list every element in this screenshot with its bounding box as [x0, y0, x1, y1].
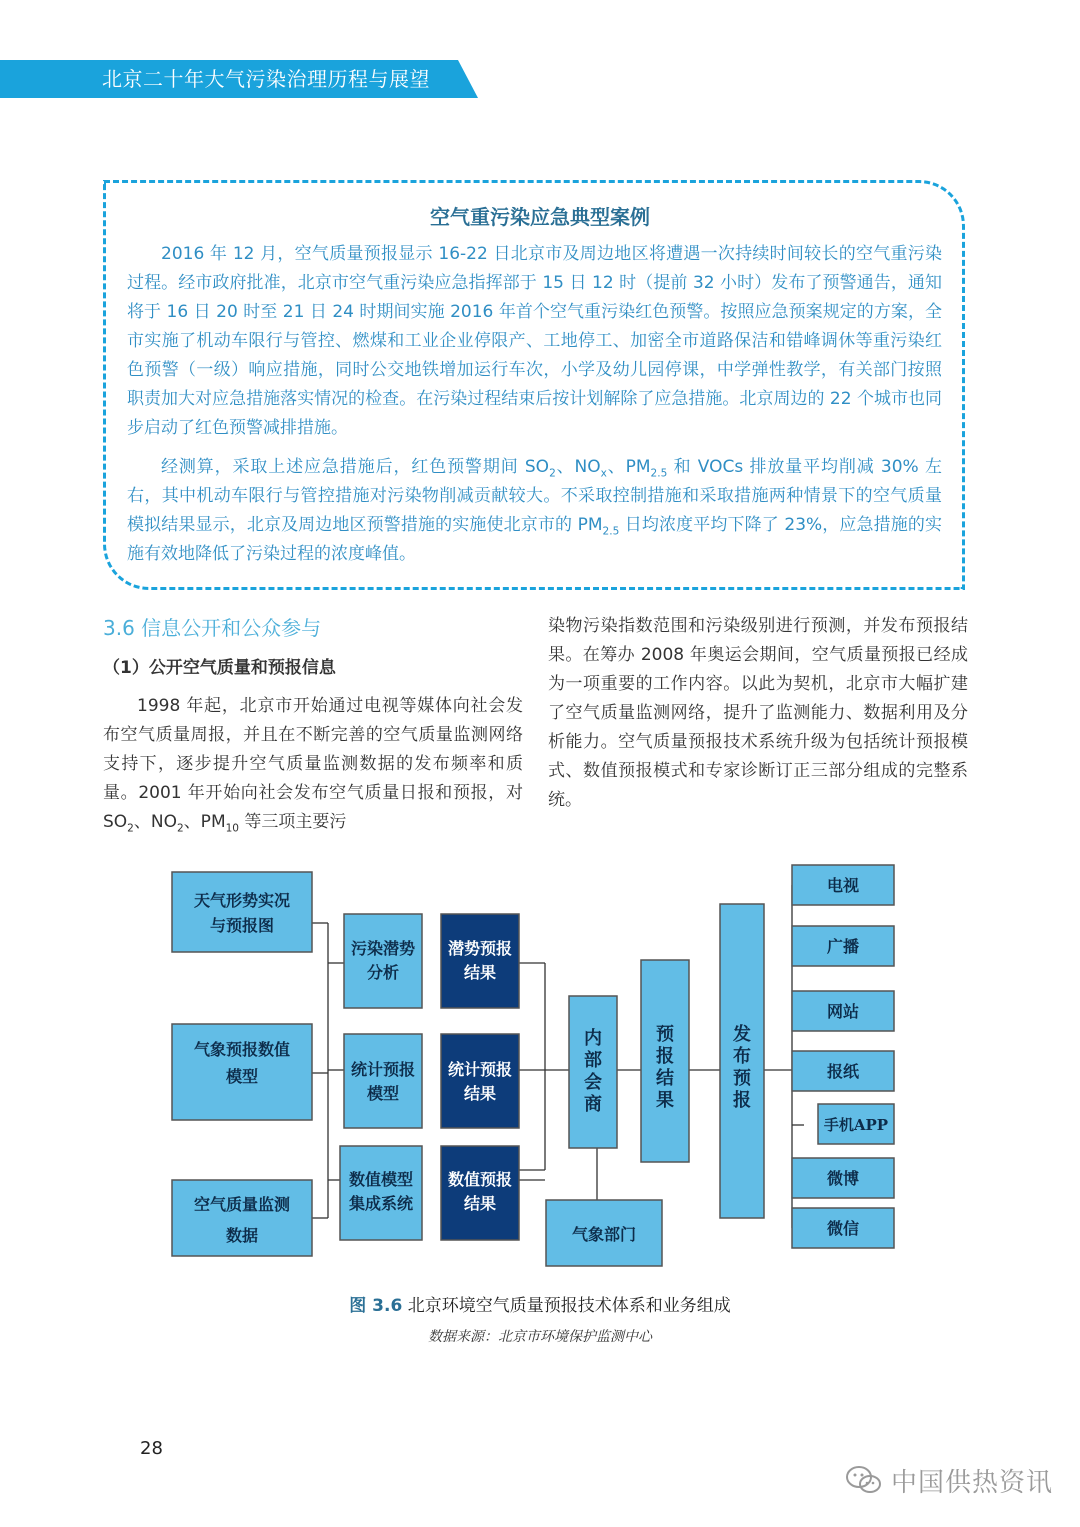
svg-text:果: 果 — [656, 1090, 674, 1111]
channel-node-newspaper — [792, 1051, 894, 1091]
svg-text:气象部门: 气象部门 — [571, 1225, 637, 1244]
svg-text:报: 报 — [733, 1090, 751, 1111]
case-study-paragraph-1: 2016 年 12 月，空气质量预报显示 16-22 日北京市及周边地区将遭遇一次持续时间较长的空气重污染过程。经市政府批准，北京市空气重污染应急指挥部于 15 日 12 时（提前 32 小时）发布了预警通告，通知将于 16 日 20 时至 21 日 24 时期间实施 2016 年首个空气重污染红色预警。按照应急预案规定的方案，全市实施了机动车限行与管控、燃煤和工业企业停限产、工地停工、加密全市道路保洁和错峰调休等重污染红色预警（一级）响应措施，同时公交地铁增加运行车次，小学及幼儿园停课，中学弹性教学，有关部门按照职责加大对应急措施落实情况的检查。在污染过程结束后按计划解除了应急措施。北京周边的 22 个城市也同步启动了红色预警减排措施。 — [127, 244, 942, 438]
channel-node-website — [792, 991, 894, 1031]
watermark-text: 中国供热资讯 — [891, 1467, 1054, 1498]
subsection-heading: （1）公开空气质量和预报信息 — [103, 658, 336, 678]
svg-text:部: 部 — [584, 1050, 602, 1071]
svg-text:会: 会 — [584, 1072, 602, 1093]
svg-text:气象预报数值: 气象预报数值 — [193, 1040, 291, 1059]
svg-text:结果: 结果 — [463, 963, 497, 982]
method-node-statistical-model — [344, 1034, 422, 1128]
svg-text:数值模型: 数值模型 — [348, 1170, 414, 1189]
svg-text:商: 商 — [584, 1094, 602, 1115]
svg-text:结果: 结果 — [463, 1194, 497, 1213]
svg-text:模型: 模型 — [225, 1067, 259, 1086]
svg-text:报: 报 — [656, 1046, 674, 1067]
channel-node-weibo — [792, 1158, 894, 1198]
body-paragraph-right: 染物污染指数范围和污染级别进行预测，并发布预报结果。在筹办 2008 年奥运会期间，空气质量预报已经成为一项重要的工作内容。以此为契机，北京市大幅扩建了空气质量监测网络，提升了监测能力、数据利用及分析能力。空气质量预报技术系统升级为包括统计预报模式、数值预报模式和专家诊断订正三部分组成的完整系统。 — [548, 616, 968, 810]
case-study-paragraph-2: 经测算，采取上述应急措施后，红色预警期间 $SO_2$、$NO_x$、$PM_{2.5}$ 和 VOCs 排放量平均削减 30% 左右，其中机动车限行与管控措施对污染物削减贡献较大。不采取控制措施和采取措施两种情景下的空气质量模拟结果显示，北京及周边地区预警措施的实施使北京市的 $PM_{2.5}$ 日均浓度平均下降了 23%，应急措施的实施有效地降低了污染过程的浓度峰值。 — [127, 457, 943, 564]
figure-caption-text: 北京环境空气质量预报技术体系和业务组成 — [407, 1296, 731, 1316]
forecast-system-diagram — [160, 860, 920, 1280]
svg-text:与预报图: 与预报图 — [209, 916, 275, 935]
svg-text:预: 预 — [656, 1024, 674, 1045]
svg-text:结果: 结果 — [463, 1084, 497, 1103]
channel-node-radio — [792, 926, 894, 966]
svg-text:天气形势实况: 天气形势实况 — [193, 891, 291, 910]
result-node-numerical — [441, 1146, 519, 1240]
result-node-potential — [441, 914, 519, 1008]
figure-caption — [0, 1293, 1080, 1319]
input-node-weather-model — [172, 1024, 312, 1120]
svg-text:微信: 微信 — [826, 1219, 860, 1238]
weather-department-node — [546, 1200, 662, 1266]
internal-consultation-node — [569, 996, 617, 1148]
running-header-title: 北京二十年大气污染治理历程与展望 — [102, 67, 430, 91]
svg-text:结: 结 — [656, 1068, 674, 1089]
wechat-icon — [845, 1464, 883, 1496]
svg-text:模型: 模型 — [366, 1084, 400, 1103]
svg-text:微博: 微博 — [826, 1169, 860, 1188]
case-study-title: 空气重污染应急典型案例 — [430, 205, 650, 229]
result-node-statistical — [441, 1034, 519, 1128]
publish-forecast-node — [720, 904, 764, 1218]
svg-text:网站: 网站 — [826, 1002, 860, 1021]
forecast-result-node — [641, 960, 689, 1162]
svg-text:广播: 广播 — [826, 937, 860, 956]
figure-number: 图 3.6 — [349, 1296, 403, 1316]
section-heading: 3.6 信息公开和公众参与 — [103, 616, 322, 640]
svg-text:潜势预报: 潜势预报 — [447, 939, 513, 958]
method-node-numerical-ensemble — [340, 1146, 422, 1240]
watermark — [845, 1460, 1053, 1500]
channel-node-wechat — [792, 1208, 894, 1248]
input-node-monitoring-data — [172, 1180, 312, 1256]
svg-text:手机APP: 手机APP — [823, 1116, 889, 1134]
channel-node-tv — [792, 865, 894, 905]
svg-text:数据: 数据 — [225, 1226, 259, 1245]
body-paragraph-left: 1998 年起，北京市开始通过电视等媒体向社会发布空气质量周报，并且在不断完善的空气质量监测网络支持下，逐步提升空气质量监测数据的发布频率和质量。2001 年开始向社会发布空气质量日报和预报，对 $SO_2$、$NO_2$、$PM_{10}$ 等三项主要污 — [103, 696, 523, 835]
svg-text:统计预报: 统计预报 — [350, 1060, 416, 1079]
svg-text:统计预报: 统计预报 — [447, 1060, 513, 1079]
svg-text:内: 内 — [584, 1028, 602, 1049]
figure-source: 数据来源：北京市环境保护监测中心 — [428, 1329, 652, 1345]
svg-text:布: 布 — [733, 1046, 751, 1067]
svg-text:数值预报: 数值预报 — [447, 1170, 513, 1189]
svg-text:预: 预 — [733, 1068, 751, 1089]
svg-text:污染潜势: 污染潜势 — [350, 939, 416, 958]
svg-text:电视: 电视 — [826, 876, 860, 895]
svg-text:分析: 分析 — [366, 963, 400, 982]
input-node-weather-charts — [172, 872, 312, 952]
page-number: 28 — [140, 1438, 163, 1459]
svg-text:报纸: 报纸 — [826, 1062, 860, 1081]
svg-text:发: 发 — [733, 1024, 751, 1045]
channel-node-mobile-app — [818, 1104, 894, 1144]
svg-text:集成系统: 集成系统 — [348, 1194, 414, 1213]
method-node-potential-analysis — [344, 914, 422, 1008]
svg-text:空气质量监测: 空气质量监测 — [193, 1195, 291, 1214]
